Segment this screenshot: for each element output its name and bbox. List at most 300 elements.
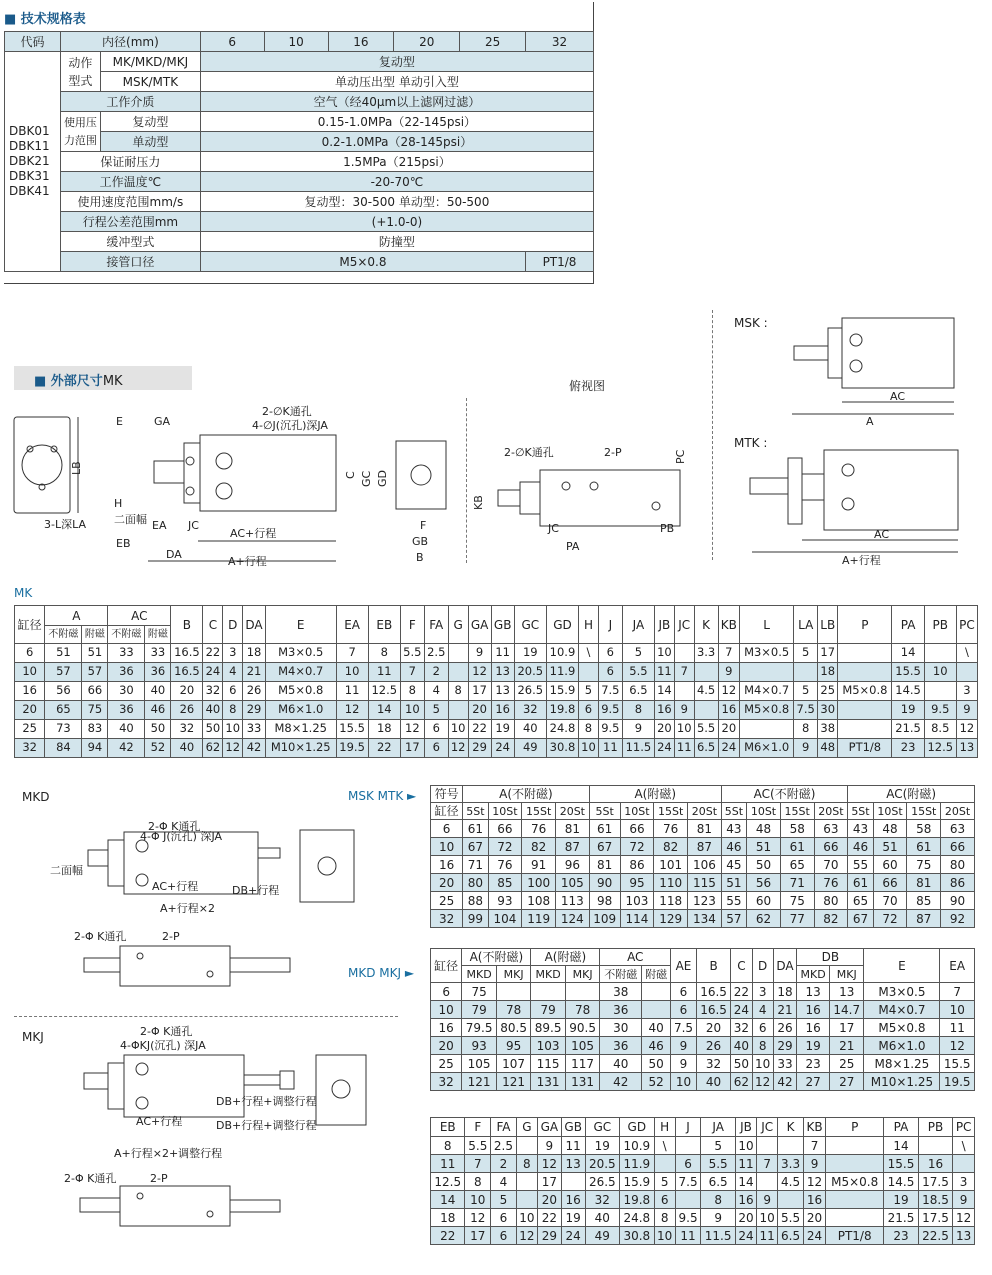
table-cell: 9 [956,701,977,720]
table-cell: 11.5 [701,1227,735,1245]
table-cell: 16 [735,1191,756,1209]
table-cell: 90 [589,874,620,892]
mk-table [14,605,978,758]
size-col: 6 [200,32,264,52]
table-cell: GA [468,606,491,644]
table-cell: 10 [940,1001,975,1019]
table-cell: 66 [941,838,975,856]
table-cell: 65 [780,856,814,874]
table-cell: 75 [780,892,814,910]
table-cell: 17 [818,644,838,663]
table-cell: 105 [462,1055,497,1073]
table-cell: 38 [600,983,642,1001]
table-cell: 87 [556,838,590,856]
table-cell: 81 [589,856,620,874]
table-cell: 57 [82,663,108,682]
table-cell: 18.5 [918,1191,952,1209]
table-cell: 50 [747,856,781,874]
svg-text:GD: GD [376,470,389,487]
table-cell: 20 [171,682,203,701]
table-cell: M5×0.8 [838,682,892,701]
table-cell: 15St [654,803,688,820]
table-cell: 10St [747,803,781,820]
table-cell: 21 [829,1037,864,1055]
table-cell: 5.5 [778,1209,804,1227]
table-cell: 73 [45,720,82,739]
table-cell: 14.5 [884,1173,918,1191]
table-cell: 100 [522,874,556,892]
table-cell: 8 [400,682,424,701]
table-cell [565,983,600,1001]
spec-bore-header: 内径(mm) [60,32,200,52]
table-cell: MKD [462,966,497,983]
table-cell: 91 [522,856,556,874]
table-cell: 7.5 [598,682,622,701]
table-cell: 40 [171,739,203,758]
table-cell: 67 [463,838,488,856]
proof-label: 保证耐压力 [60,152,200,172]
table-cell: 3.3 [778,1155,804,1173]
table-cell: 9 [674,701,694,720]
table-cell: F [400,606,424,644]
table-cell [448,644,468,663]
svg-text:DB+行程: DB+行程 [232,884,280,897]
table-cell: 70 [814,856,848,874]
table-cell: 57 [721,910,746,928]
table-cell: 29 [773,1037,797,1055]
table-cell: GC [514,606,546,644]
table-cell: 17 [400,739,424,758]
table-cell: 19 [797,1037,830,1055]
table-cell: 40 [696,1073,731,1091]
table-cell: 12.5 [924,739,956,758]
table-cell: 10.9 [546,644,578,663]
table-cell [654,1155,675,1173]
table-cell: 22 [368,739,400,758]
table-cell: 16.5 [696,1001,731,1019]
table-cell [826,1137,884,1155]
mk-drawing [8,395,468,570]
table-row [431,910,975,928]
table-row [431,1118,975,1137]
table-cell: 83 [82,720,108,739]
table-cell: 3 [223,644,243,663]
table-cell: 16 [803,1191,825,1209]
table-cell: 95 [496,1037,531,1055]
msk-drawing [770,312,960,427]
table-cell: 48 [747,820,781,838]
table-cell: 96 [556,856,590,874]
table-cell: 32 [431,910,463,928]
table-cell: 40 [108,720,145,739]
table-cell: 24 [718,739,739,758]
table-cell [838,663,892,682]
table-cell: 9.5 [675,1209,701,1227]
table-cell: 24 [731,1001,752,1019]
table-row [431,1137,975,1155]
table-cell: 5St [848,803,873,820]
table-cell: 61 [848,874,873,892]
table-row [431,1019,975,1037]
svg-text:PA: PA [566,540,580,553]
table-cell: 8 [368,644,400,663]
table-cell: 缸径 [431,803,463,820]
table-cell: 58 [780,820,814,838]
table-cell: GC [585,1118,619,1137]
svg-text:A+行程×2: A+行程×2 [160,902,215,915]
table-cell [838,720,892,739]
table-cell [924,644,956,663]
table-cell [516,1137,537,1155]
table-cell [826,1191,884,1209]
table-cell: JB [735,1118,756,1137]
table-cell: 19 [892,701,924,720]
table-cell: 11 [598,739,622,758]
table-cell: 9 [468,644,491,663]
pressure-single-value: 0.2-1.0MPa（28-145psi） [200,132,593,152]
table-row [431,1055,975,1073]
table-cell: 72 [488,838,522,856]
table-cell [675,1191,701,1209]
table-cell: 72 [620,838,654,856]
table-cell: 61 [463,820,488,838]
table-cell: 8 [701,1191,735,1209]
table-cell: 12 [465,1209,491,1227]
table-cell: M3×0.5 [864,983,940,1001]
table-cell: 124 [556,910,590,928]
table-cell: PT1/8 [838,739,892,758]
table-row [431,949,975,966]
mtk-drawing [746,440,961,570]
proof-value: 1.5MPa（215psi） [200,152,593,172]
table-cell: 95 [620,874,654,892]
table-cell: FA [491,1118,517,1137]
table-cell: GB [491,606,514,644]
table-cell: 18 [818,663,838,682]
table-row [431,1037,975,1055]
table-cell: P [838,606,892,644]
table-cell: 24 [491,739,514,758]
table-cell [757,1173,778,1191]
table-cell: 33 [145,644,171,663]
table-cell: 24 [654,739,674,758]
pressure-double-label: 复动型 [100,112,200,132]
table-cell: A(附磁) [589,786,721,803]
table-cell: 50 [145,720,171,739]
size-col: 16 [328,32,394,52]
table-cell: 10 [671,1073,697,1091]
medium-value: 空气（经40μm以上滤网过滤） [200,92,593,112]
table-cell: 115 [531,1055,566,1073]
table-cell: 2 [424,663,448,682]
table-cell: 12 [537,1155,561,1173]
table-cell: 17 [468,682,491,701]
table-cell: 66 [82,682,108,701]
table-cell [956,663,977,682]
mkd-label: MKD [22,790,50,804]
table-cell: M4×0.7 [265,663,336,682]
table-cell: 80 [463,874,488,892]
table-row [431,803,975,820]
mkd-table-label: MKD MKJ ► [348,966,415,980]
table-cell: 89.5 [531,1019,566,1037]
table-cell [642,983,671,1001]
table-cell: 57 [45,663,82,682]
table-cell: 14.7 [829,1001,864,1019]
table-cell: 30 [818,701,838,720]
table-cell: 76 [814,874,848,892]
table-cell: 7 [674,663,694,682]
svg-text:E: E [116,415,123,428]
table-cell: \ [654,1137,675,1155]
table-cell: D [752,949,773,983]
size-col: 20 [394,32,460,52]
table-cell: 4 [223,663,243,682]
pressure-double-value: 0.15-1.0MPa（22-145psi） [200,112,593,132]
table-cell [794,663,818,682]
table-cell: 6 [752,1019,773,1037]
table-cell: 20 [696,1019,731,1037]
table-cell: 8.5 [924,720,956,739]
svg-text:F: F [420,519,427,532]
table-cell: 5 [701,1137,735,1155]
table-cell: 115 [688,874,722,892]
table-cell: 32 [696,1055,731,1073]
table-cell: 17.5 [918,1209,952,1227]
svg-text:二面幅: 二面幅 [50,864,83,877]
table-row [431,838,975,856]
table-cell: 4 [752,1001,773,1019]
table-cell: B [696,949,731,983]
temp-label: 工作温度℃ [60,172,200,192]
table-cell: 6 [491,1209,517,1227]
table-cell [953,1155,975,1173]
svg-text:DB+行程+调整行程: DB+行程+调整行程 [216,1095,317,1108]
table-cell: 15St [780,803,814,820]
table-cell: 19.5 [940,1073,975,1091]
table-cell: 14.5 [892,682,924,701]
table-cell: 51 [45,644,82,663]
table-cell: 20 [431,874,463,892]
mk-table-label: MK [14,586,33,600]
table-cell: 21.5 [892,720,924,739]
table-cell: 10St [488,803,522,820]
table-cell: 10 [431,1001,462,1019]
table-cell: 33 [243,720,266,739]
table-cell: 27 [829,1073,864,1091]
table-cell: 18 [243,644,266,663]
svg-text:AC+行程: AC+行程 [152,880,199,893]
table-cell: 19 [514,644,546,663]
table-row [15,682,978,701]
table-cell: EB [368,606,400,644]
svg-text:2-P: 2-P [150,1172,168,1185]
table-cell: 7.5 [675,1173,701,1191]
table-cell: 46 [721,838,746,856]
speed-label: 使用速度范围mm/s [60,192,200,212]
table-cell: 58 [907,820,941,838]
table-cell: 67 [589,838,620,856]
table-cell: 24.8 [620,1209,654,1227]
table-cell: 4 [424,682,448,701]
table-cell: 121 [462,1073,497,1091]
table-cell: 71 [780,874,814,892]
table-cell: 113 [556,892,590,910]
table-cell: 18 [368,720,400,739]
table-cell: 90 [941,892,975,910]
table-cell: 33 [108,644,145,663]
table-cell: 8 [579,720,599,739]
table-cell: 6 [675,1155,701,1173]
table-cell: F [465,1118,491,1137]
table-cell: 52 [145,739,171,758]
table-cell: 19.8 [546,701,578,720]
table-cell: 62 [203,739,223,758]
table-cell: 10 [431,838,463,856]
table-cell: G [448,606,468,644]
table-row [431,856,975,874]
table-cell: 15St [522,803,556,820]
table-cell [740,720,794,739]
table-cell: 109 [589,910,620,928]
table-cell: H [579,606,599,644]
table-cell: KB [803,1118,825,1137]
table-cell: 98 [589,892,620,910]
table-cell: 49 [585,1227,619,1245]
table-cell: 16 [918,1155,952,1173]
table-cell: 43 [721,820,746,838]
table-cell: 10 [465,1191,491,1209]
table-cell: 8 [752,1037,773,1055]
table-cell: 24 [561,1227,585,1245]
table-cell: 5 [622,644,654,663]
table-cell: 26 [696,1037,731,1055]
table-cell: 75 [907,856,941,874]
table-cell: 38 [818,720,838,739]
table-cell: D [223,606,243,644]
dims-title: ■ 外部尺寸MK [34,374,123,389]
table-cell: C [731,949,752,983]
table-cell: 10 [654,1227,675,1245]
table-cell: M3×0.5 [740,644,794,663]
table-cell: 6 [598,663,622,682]
table-cell: 14 [892,644,924,663]
medium-label: 工作介质 [60,92,200,112]
table-cell: MKD [797,966,830,983]
table-cell: 72 [873,910,907,928]
table-cell: AE [671,949,697,983]
table-cell: 10 [516,1209,537,1227]
table-cell: 20 [803,1209,825,1227]
table-cell: 2 [491,1155,517,1173]
table-cell: E [265,606,336,644]
table-cell: 14 [431,1191,465,1209]
table-cell: 40 [600,1055,642,1073]
table-cell: GD [546,606,578,644]
table-cell: 48 [818,739,838,758]
table-cell: 6 [424,720,448,739]
table-cell: 19 [561,1209,585,1227]
table-cell: FA [424,606,448,644]
table-cell: JC [757,1118,778,1137]
table-cell: 11.9 [546,663,578,682]
table-cell: 92 [941,910,975,928]
port-label: 接管口径 [60,252,200,272]
action-type-label: 动作 型式 [60,52,100,92]
table-cell: 82 [814,910,848,928]
table-cell: 11.5 [622,739,654,758]
table-cell: PA [884,1118,918,1137]
table-cell: 15.5 [940,1055,975,1073]
table-cell: 15.5 [884,1155,918,1173]
table-cell: 5St [721,803,746,820]
svg-text:LB: LB [70,461,83,475]
table-cell: 11 [654,663,674,682]
model-mk: MK/MKD/MKJ [100,52,200,72]
table-cell: 26 [171,701,203,720]
table-cell: PC [956,606,977,644]
table-cell: 12 [956,720,977,739]
table-cell: 40 [642,1019,671,1037]
table-cell: 26.5 [514,682,546,701]
table-cell: 24 [803,1227,825,1245]
table-cell: 134 [688,910,722,928]
table-cell: 61 [907,838,941,856]
table-cell: 117 [565,1055,600,1073]
table-cell: 13 [797,983,830,1001]
table-cell: 20 [654,720,674,739]
table-cell: 99 [463,910,488,928]
table-cell: 23 [884,1227,918,1245]
table-cell: 12 [400,720,424,739]
table-cell: 108 [522,892,556,910]
table-cell: 50 [731,1055,752,1073]
table-cell: 16.5 [171,663,203,682]
table-cell: 9.5 [598,720,622,739]
table-cell: 30 [108,682,145,701]
table-cell: 45 [721,856,746,874]
table-cell: 16.5 [171,644,203,663]
mtk-label: MTK : [734,436,768,450]
table-cell: AC(附磁) [848,786,975,803]
table-cell: 4 [491,1173,517,1191]
table-cell [675,1137,701,1155]
table-cell: 21 [243,663,266,682]
model-msk: MSK/MTK [100,72,200,92]
table-cell: 32 [171,720,203,739]
table-cell: 23 [892,739,924,758]
table-cell: 118 [654,892,688,910]
table-cell: LB [818,606,838,644]
table-cell: 107 [496,1055,531,1073]
table-cell: 93 [462,1037,497,1055]
table-cell: 20 [735,1209,756,1227]
table-cell: 18 [431,1209,465,1227]
table-cell: 79 [531,1001,566,1019]
table-cell: 12 [336,701,368,720]
svg-text:2-∅K通孔: 2-∅K通孔 [504,446,554,459]
table-cell: H [654,1118,675,1137]
table-cell: 32 [514,701,546,720]
table-cell: J [598,606,622,644]
table-cell: 10St [873,803,907,820]
table-cell: 7 [803,1137,825,1155]
table-cell: 71 [463,856,488,874]
table-cell: L [740,606,794,644]
table-cell [674,682,694,701]
table-cell: PT1/8 [826,1227,884,1245]
table-cell: 16 [561,1191,585,1209]
